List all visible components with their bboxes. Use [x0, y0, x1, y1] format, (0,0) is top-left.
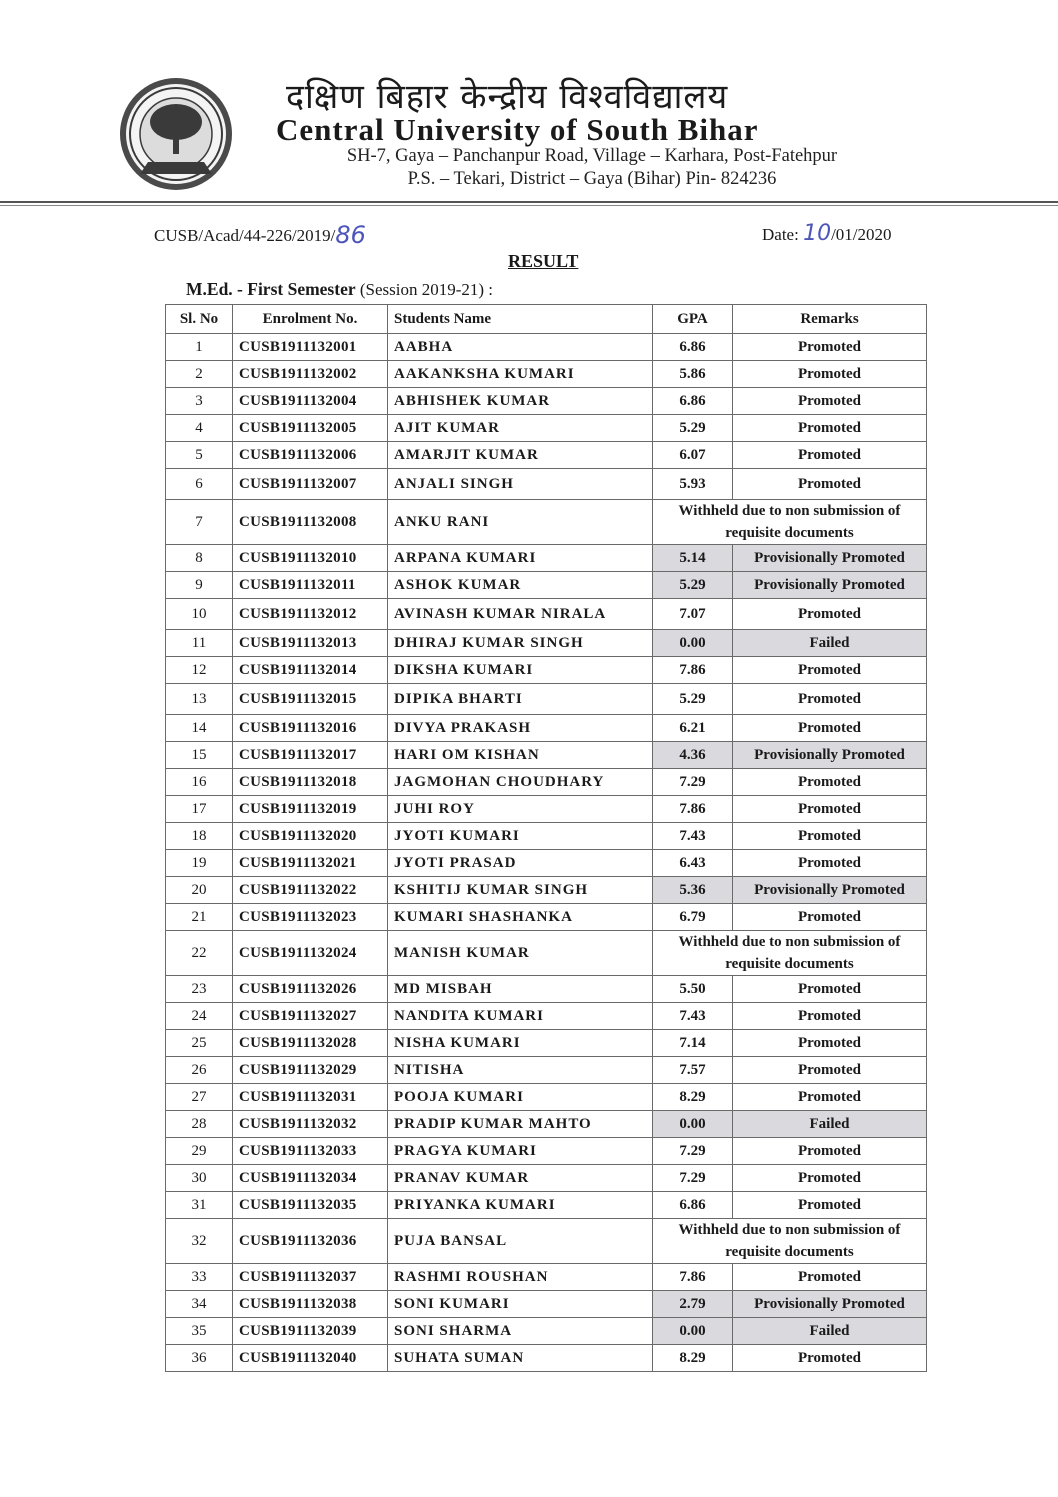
table-row: [166, 715, 927, 742]
cell-remarks: Promoted: [733, 415, 927, 442]
cell-gpa: 6.79: [653, 904, 733, 931]
cell-student-name: PRAGYA KUMARI: [388, 1138, 653, 1165]
cell-gpa: 7.43: [653, 1003, 733, 1030]
cell-enrolment: CUSB1911132035: [233, 1192, 388, 1219]
course-session: (Session 2019-21) :: [355, 280, 494, 299]
cell-gpa: 7.86: [653, 1264, 733, 1291]
results-table: [165, 304, 927, 1372]
header-divider: [0, 201, 1058, 203]
cell-withheld-remark: Withheld due to non submission of requisite documents: [653, 500, 927, 545]
table-row: [166, 931, 927, 976]
cell-sl-no: 3: [166, 388, 233, 415]
course-title: [186, 279, 493, 300]
table-row: [166, 1003, 927, 1030]
header-sl-no: Sl. No: [166, 305, 233, 334]
table-row: [166, 361, 927, 388]
cell-remarks: Promoted: [733, 1264, 927, 1291]
cell-gpa: 7.86: [653, 796, 733, 823]
table-row: [166, 630, 927, 657]
cell-student-name: AABHA: [388, 334, 653, 361]
cell-student-name: MANISH KUMAR: [388, 931, 653, 976]
cell-enrolment: CUSB1911132020: [233, 823, 388, 850]
table-row: [166, 1138, 927, 1165]
cell-sl-no: 7: [166, 500, 233, 545]
cell-remarks: Promoted: [733, 1030, 927, 1057]
cell-enrolment: CUSB1911132012: [233, 599, 388, 630]
header-enrolment: Enrolment No.: [233, 305, 388, 334]
table-row: [166, 1084, 927, 1111]
cell-sl-no: 1: [166, 334, 233, 361]
cell-withheld-remark: Withheld due to non submission of requisite documents: [653, 931, 927, 976]
cell-gpa: 4.36: [653, 742, 733, 769]
cell-enrolment: CUSB1911132004: [233, 388, 388, 415]
cell-remarks: Promoted: [733, 388, 927, 415]
table-row: [166, 823, 927, 850]
cell-student-name: AAKANKSHA KUMARI: [388, 361, 653, 388]
cell-enrolment: CUSB1911132028: [233, 1030, 388, 1057]
table-row: [166, 1291, 927, 1318]
table-row: [166, 442, 927, 469]
cell-student-name: SUHATA SUMAN: [388, 1345, 653, 1372]
cell-sl-no: 5: [166, 442, 233, 469]
cell-gpa: 6.86: [653, 1192, 733, 1219]
cell-remarks: Failed: [733, 1318, 927, 1345]
cell-remarks: Promoted: [733, 1345, 927, 1372]
cell-gpa: 6.07: [653, 442, 733, 469]
cell-sl-no: 34: [166, 1291, 233, 1318]
header-student-name: Students Name: [388, 305, 653, 334]
cell-sl-no: 32: [166, 1219, 233, 1264]
header-divider-thin: [0, 205, 1058, 206]
cell-gpa: 0.00: [653, 1318, 733, 1345]
cell-enrolment: CUSB1911132015: [233, 684, 388, 715]
cell-gpa: 5.86: [653, 361, 733, 388]
document-date: [762, 221, 892, 246]
table-row: [166, 1192, 927, 1219]
cell-gpa: 5.50: [653, 976, 733, 1003]
cell-student-name: RASHMI ROUSHAN: [388, 1264, 653, 1291]
cell-student-name: SONI SHARMA: [388, 1318, 653, 1345]
table-header-row: [166, 305, 927, 334]
address-line-1: SH-7, Gaya – Panchanpur Road, Village – Karhara, Post-Fatehpur: [346, 146, 838, 166]
cell-sl-no: 15: [166, 742, 233, 769]
cell-sl-no: 9: [166, 572, 233, 599]
cell-remarks: Promoted: [733, 1138, 927, 1165]
cell-sl-no: 6: [166, 469, 233, 500]
table-row: [166, 334, 927, 361]
table-row: [166, 1318, 927, 1345]
table-row: [166, 796, 927, 823]
cell-student-name: POOJA KUMARI: [388, 1084, 653, 1111]
cell-sl-no: 36: [166, 1345, 233, 1372]
cell-sl-no: 14: [166, 715, 233, 742]
cell-gpa: 6.43: [653, 850, 733, 877]
cell-student-name: NISHA KUMARI: [388, 1030, 653, 1057]
cell-gpa: 0.00: [653, 1111, 733, 1138]
cell-enrolment: CUSB1911132018: [233, 769, 388, 796]
cell-sl-no: 25: [166, 1030, 233, 1057]
cell-enrolment: CUSB1911132033: [233, 1138, 388, 1165]
cell-remarks: Promoted: [733, 850, 927, 877]
table-row: [166, 599, 927, 630]
cell-enrolment: CUSB1911132017: [233, 742, 388, 769]
cell-student-name: AMARJIT KUMAR: [388, 442, 653, 469]
cell-sl-no: 11: [166, 630, 233, 657]
cell-gpa: 8.29: [653, 1345, 733, 1372]
table-row: [166, 1030, 927, 1057]
table-row: [166, 976, 927, 1003]
cell-gpa: 0.00: [653, 630, 733, 657]
address-line-2: P.S. – Tekari, District – Gaya (Bihar) Pin- 824236: [407, 169, 777, 189]
cell-enrolment: CUSB1911132032: [233, 1111, 388, 1138]
table-row: [166, 1219, 927, 1264]
cell-withheld-remark: Withheld due to non submission of requisite documents: [653, 1219, 927, 1264]
cell-remarks: Promoted: [733, 1003, 927, 1030]
cell-student-name: PRADIP KUMAR MAHTO: [388, 1111, 653, 1138]
cell-student-name: DIVYA PRAKASH: [388, 715, 653, 742]
cell-sl-no: 19: [166, 850, 233, 877]
date-rest: /01/2020: [831, 225, 892, 244]
cell-student-name: ANJALI SINGH: [388, 469, 653, 500]
table-row: [166, 1111, 927, 1138]
cell-remarks: Promoted: [733, 904, 927, 931]
cell-remarks: Promoted: [733, 1165, 927, 1192]
table-row: [166, 1345, 927, 1372]
cell-student-name: AJIT KUMAR: [388, 415, 653, 442]
cell-sl-no: 22: [166, 931, 233, 976]
cell-gpa: 6.86: [653, 334, 733, 361]
cell-enrolment: CUSB1911132001: [233, 334, 388, 361]
cell-enrolment: CUSB1911132008: [233, 500, 388, 545]
cell-remarks: Promoted: [733, 769, 927, 796]
cell-sl-no: 17: [166, 796, 233, 823]
cell-sl-no: 31: [166, 1192, 233, 1219]
cell-remarks: Provisionally Promoted: [733, 1291, 927, 1318]
cell-student-name: JYOTI PRASAD: [388, 850, 653, 877]
cell-enrolment: CUSB1911132024: [233, 931, 388, 976]
cell-gpa: 7.43: [653, 823, 733, 850]
cell-student-name: SONI KUMARI: [388, 1291, 653, 1318]
cell-enrolment: CUSB1911132019: [233, 796, 388, 823]
cell-remarks: Promoted: [733, 1084, 927, 1111]
cell-sl-no: 35: [166, 1318, 233, 1345]
cell-student-name: PRIYANKA KUMARI: [388, 1192, 653, 1219]
cell-sl-no: 21: [166, 904, 233, 931]
cell-student-name: JAGMOHAN CHOUDHARY: [388, 769, 653, 796]
cell-remarks: Promoted: [733, 684, 927, 715]
table-row: [166, 877, 927, 904]
cell-remarks: Provisionally Promoted: [733, 742, 927, 769]
header-remarks: Remarks: [733, 305, 927, 334]
cell-enrolment: CUSB1911132007: [233, 469, 388, 500]
course-name: M.Ed. - First Semester: [186, 279, 356, 299]
cell-remarks: Promoted: [733, 334, 927, 361]
cell-student-name: DIPIKA BHARTI: [388, 684, 653, 715]
cell-remarks: Promoted: [733, 361, 927, 388]
cell-enrolment: CUSB1911132016: [233, 715, 388, 742]
cell-gpa: 5.93: [653, 469, 733, 500]
cell-enrolment: CUSB1911132037: [233, 1264, 388, 1291]
table-row: [166, 1165, 927, 1192]
header-gpa: GPA: [653, 305, 733, 334]
cell-sl-no: 2: [166, 361, 233, 388]
cell-sl-no: 28: [166, 1111, 233, 1138]
cell-remarks: Provisionally Promoted: [733, 545, 927, 572]
cell-remarks: Promoted: [733, 442, 927, 469]
cell-enrolment: CUSB1911132031: [233, 1084, 388, 1111]
cell-enrolment: CUSB1911132040: [233, 1345, 388, 1372]
cell-enrolment: CUSB1911132039: [233, 1318, 388, 1345]
cell-student-name: ANKU RANI: [388, 500, 653, 545]
cell-gpa: 6.21: [653, 715, 733, 742]
cell-remarks: Promoted: [733, 796, 927, 823]
table-row: [166, 500, 927, 545]
reference-handwritten-number: 86: [335, 221, 366, 249]
cell-gpa: 7.29: [653, 769, 733, 796]
cell-student-name: DHIRAJ KUMAR SINGH: [388, 630, 653, 657]
cell-sl-no: 30: [166, 1165, 233, 1192]
cell-student-name: PUJA BANSAL: [388, 1219, 653, 1264]
cell-gpa: 5.29: [653, 684, 733, 715]
cell-remarks: Promoted: [733, 715, 927, 742]
cell-sl-no: 24: [166, 1003, 233, 1030]
results-table-body: [166, 334, 927, 1372]
cell-gpa: 7.57: [653, 1057, 733, 1084]
cell-gpa: 7.29: [653, 1138, 733, 1165]
cell-sl-no: 16: [166, 769, 233, 796]
cell-sl-no: 12: [166, 657, 233, 684]
result-heading: RESULT: [508, 251, 579, 271]
cell-sl-no: 4: [166, 415, 233, 442]
cell-remarks: Promoted: [733, 469, 927, 500]
cell-enrolment: CUSB1911132005: [233, 415, 388, 442]
cell-remarks: Promoted: [733, 976, 927, 1003]
table-row: [166, 742, 927, 769]
cell-student-name: JUHI ROY: [388, 796, 653, 823]
cell-sl-no: 23: [166, 976, 233, 1003]
cell-enrolment: CUSB1911132014: [233, 657, 388, 684]
university-name-english: Central University of South Bihar: [276, 112, 759, 147]
cell-sl-no: 26: [166, 1057, 233, 1084]
cell-gpa: 2.79: [653, 1291, 733, 1318]
cell-student-name: ABHISHEK KUMAR: [388, 388, 653, 415]
table-row: [166, 657, 927, 684]
cell-student-name: HARI OM KISHAN: [388, 742, 653, 769]
cell-enrolment: CUSB1911132010: [233, 545, 388, 572]
cell-student-name: JYOTI KUMARI: [388, 823, 653, 850]
cell-student-name: MD MISBAH: [388, 976, 653, 1003]
table-row: [166, 769, 927, 796]
date-handwritten-day: 10: [803, 221, 832, 246]
cell-gpa: 7.86: [653, 657, 733, 684]
table-row: [166, 684, 927, 715]
cell-sl-no: 8: [166, 545, 233, 572]
table-row: [166, 415, 927, 442]
cell-student-name: PRANAV KUMAR: [388, 1165, 653, 1192]
cell-enrolment: CUSB1911132034: [233, 1165, 388, 1192]
cell-gpa: 5.36: [653, 877, 733, 904]
cell-remarks: Promoted: [733, 657, 927, 684]
cell-remarks: Promoted: [733, 1057, 927, 1084]
cell-remarks: Promoted: [733, 599, 927, 630]
cell-sl-no: 10: [166, 599, 233, 630]
university-name-hindi: दक्षिण बिहार केन्द्रीय विश्वविद्यालय: [286, 77, 729, 117]
cell-sl-no: 18: [166, 823, 233, 850]
cell-enrolment: CUSB1911132013: [233, 630, 388, 657]
university-seal-icon: [118, 76, 234, 192]
cell-enrolment: CUSB1911132022: [233, 877, 388, 904]
cell-enrolment: CUSB1911132011: [233, 572, 388, 599]
cell-student-name: NANDITA KUMARI: [388, 1003, 653, 1030]
cell-student-name: ASHOK KUMAR: [388, 572, 653, 599]
table-row: [166, 1264, 927, 1291]
table-row: [166, 850, 927, 877]
cell-gpa: 7.29: [653, 1165, 733, 1192]
cell-sl-no: 29: [166, 1138, 233, 1165]
cell-remarks: Provisionally Promoted: [733, 572, 927, 599]
cell-remarks: Promoted: [733, 1192, 927, 1219]
cell-enrolment: CUSB1911132006: [233, 442, 388, 469]
cell-sl-no: 27: [166, 1084, 233, 1111]
cell-gpa: 6.86: [653, 388, 733, 415]
cell-enrolment: CUSB1911132026: [233, 976, 388, 1003]
cell-student-name: AVINASH KUMAR NIRALA: [388, 599, 653, 630]
cell-gpa: 8.29: [653, 1084, 733, 1111]
table-row: [166, 572, 927, 599]
table-row: [166, 388, 927, 415]
reference-prefix: CUSB/Acad/44-226/2019/: [154, 226, 336, 245]
cell-student-name: KUMARI SHASHANKA: [388, 904, 653, 931]
cell-enrolment: CUSB1911132029: [233, 1057, 388, 1084]
cell-enrolment: CUSB1911132023: [233, 904, 388, 931]
cell-enrolment: CUSB1911132038: [233, 1291, 388, 1318]
cell-gpa: 7.07: [653, 599, 733, 630]
cell-enrolment: CUSB1911132036: [233, 1219, 388, 1264]
reference-number: [154, 221, 366, 249]
cell-enrolment: CUSB1911132021: [233, 850, 388, 877]
cell-sl-no: 20: [166, 877, 233, 904]
cell-student-name: NITISHA: [388, 1057, 653, 1084]
cell-sl-no: 13: [166, 684, 233, 715]
cell-student-name: ARPANA KUMARI: [388, 545, 653, 572]
cell-sl-no: 33: [166, 1264, 233, 1291]
cell-gpa: 7.14: [653, 1030, 733, 1057]
table-row: [166, 1057, 927, 1084]
cell-enrolment: CUSB1911132002: [233, 361, 388, 388]
cell-remarks: Promoted: [733, 823, 927, 850]
cell-enrolment: CUSB1911132027: [233, 1003, 388, 1030]
cell-student-name: KSHITIJ KUMAR SINGH: [388, 877, 653, 904]
cell-gpa: 5.14: [653, 545, 733, 572]
table-row: [166, 904, 927, 931]
cell-gpa: 5.29: [653, 415, 733, 442]
cell-student-name: DIKSHA KUMARI: [388, 657, 653, 684]
date-label: Date:: [762, 225, 804, 244]
cell-remarks: Provisionally Promoted: [733, 877, 927, 904]
cell-gpa: 5.29: [653, 572, 733, 599]
cell-remarks: Failed: [733, 1111, 927, 1138]
cell-remarks: Failed: [733, 630, 927, 657]
table-row: [166, 545, 927, 572]
table-row: [166, 469, 927, 500]
